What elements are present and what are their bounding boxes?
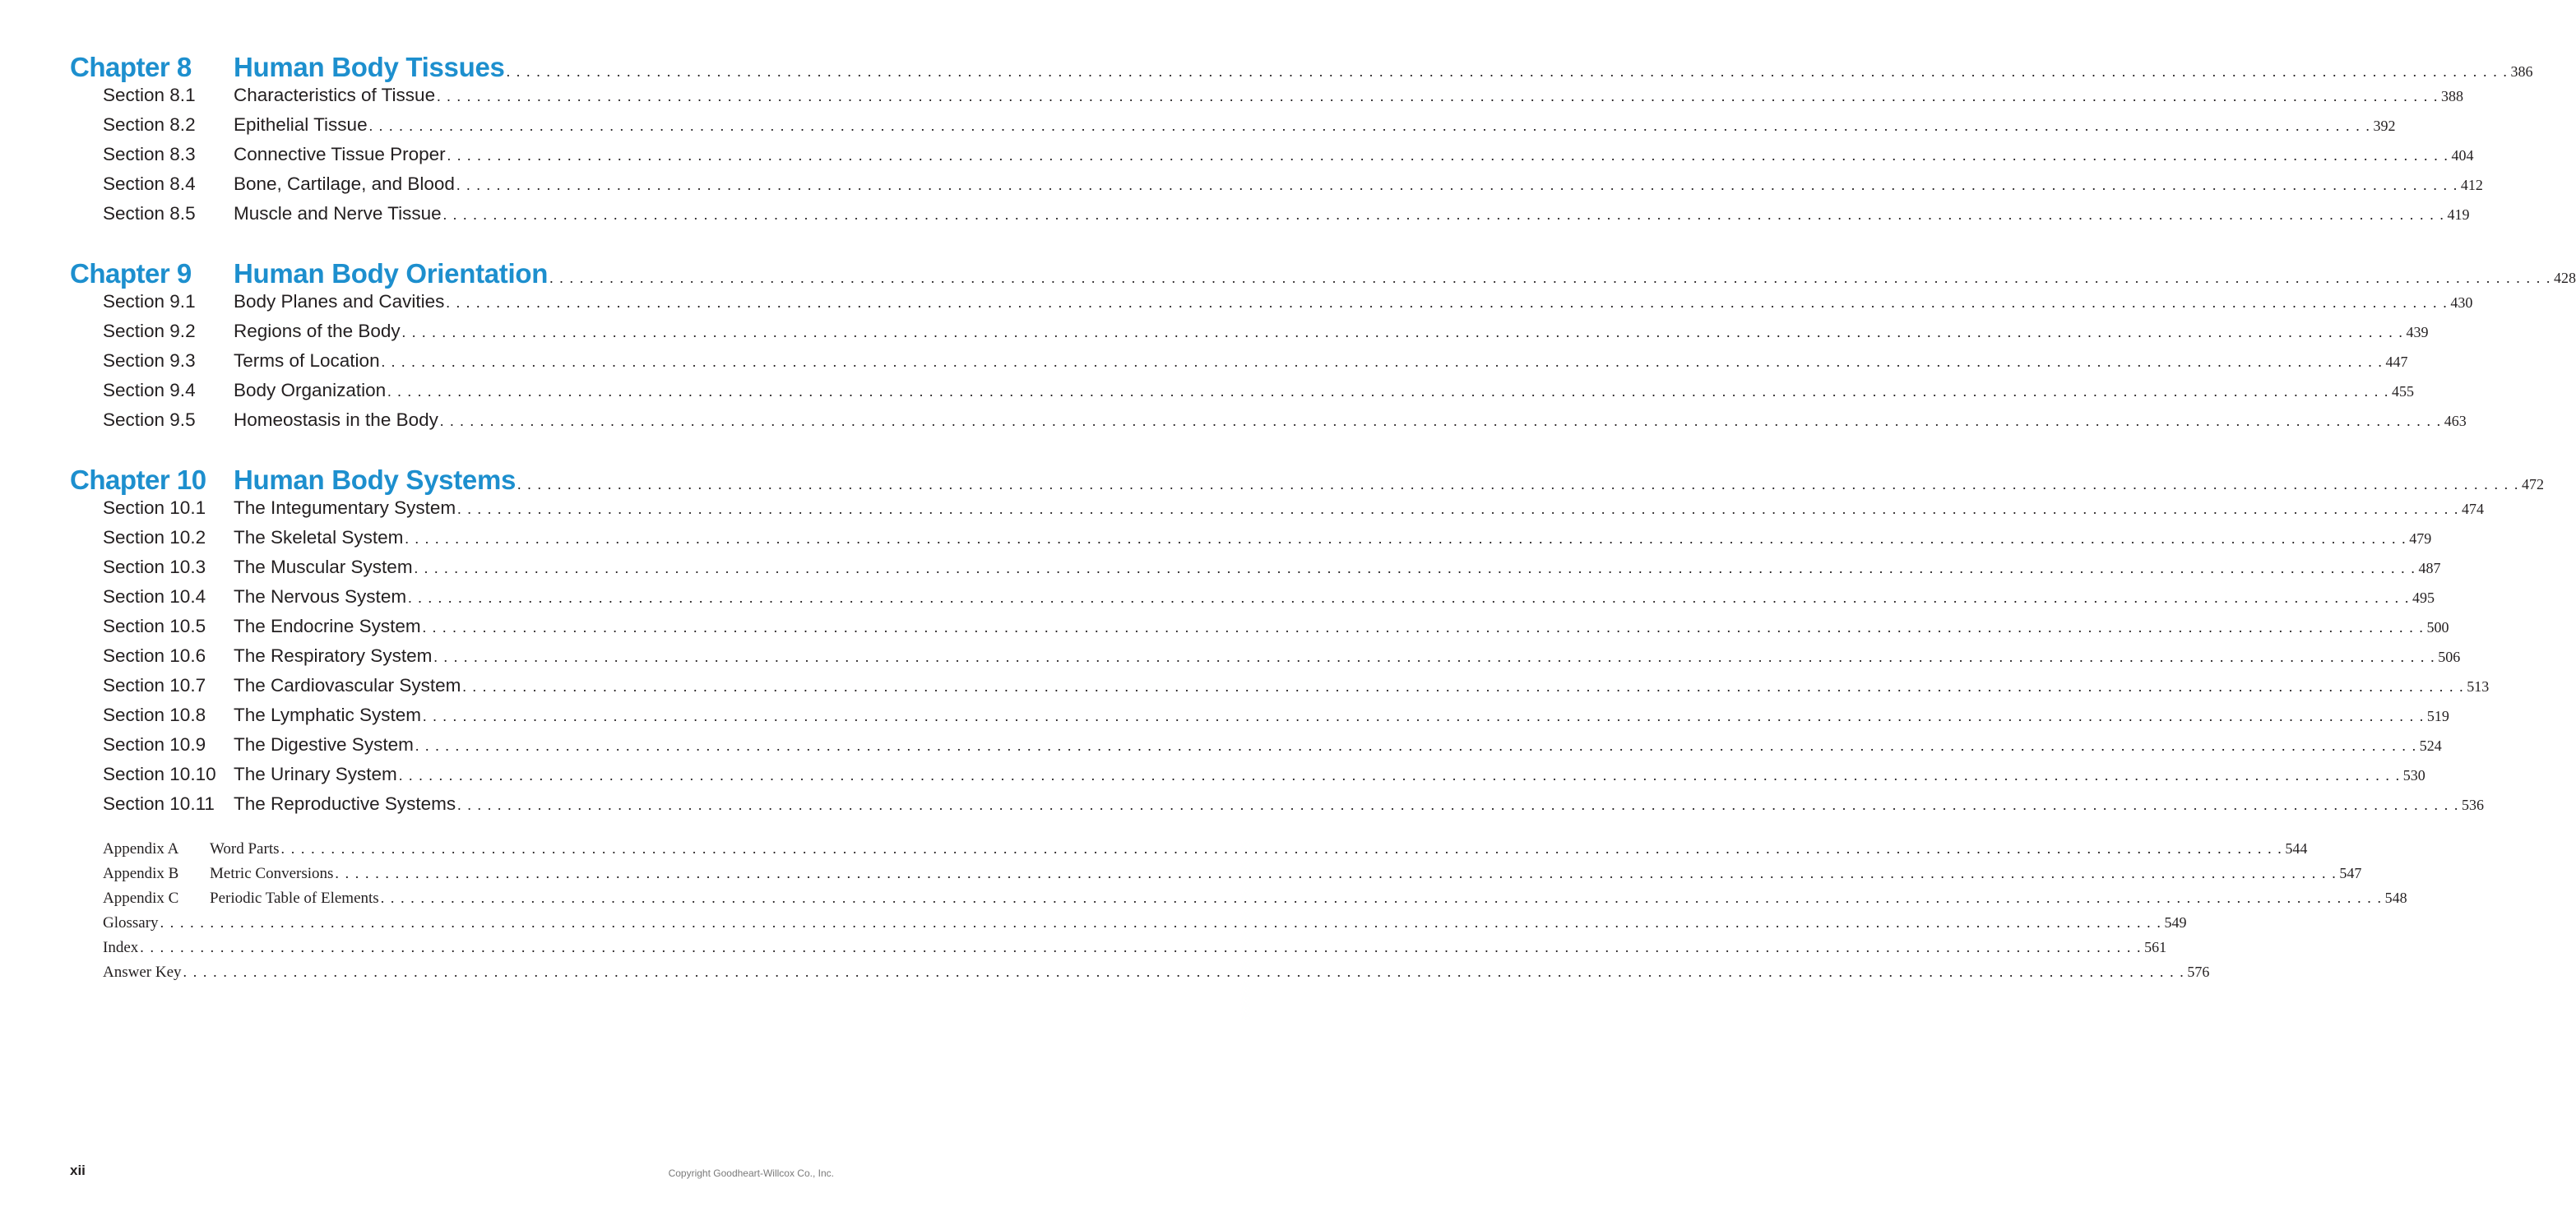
section-entry-label: Section 10.11 (103, 793, 215, 814)
section-entry-title: The Endocrine System (234, 616, 421, 636)
section-entry-page-number: 388 (2441, 88, 2463, 104)
chapter-entry-label: Chapter 10 (70, 465, 206, 495)
section-entry[interactable] (70, 380, 2415, 409)
section-entry[interactable] (70, 675, 2490, 705)
section-entry-page-number: 506 (2438, 649, 2461, 665)
back-matter-entry-page-number: 548 (2384, 890, 2407, 906)
section-entry-label: Section 8.3 (103, 144, 196, 164)
section-entry-label: Section 8.1 (103, 85, 196, 105)
dot-leader: . . . . . . . . . . . . . . . . . . . . . . . . . . . . . . . . . . . . . . . . . . . . . . . . . . . . . . . . . . . . . . . . . . . . . . . . . . . . . . . . . . . . . . . . . . . . . . . . . . . . . . . . . . . . . . . . . . . . . . . . . . . . . . . . . . . . . . . . . . . . . . . . . . . . . . . . . . . . . . . . . . . . . . . . . . . . . . . . . . . . . . . . . . . . . . . . . . . . . . . . (517, 476, 2519, 492)
section-entry-page-number: 419 (2447, 206, 2470, 223)
section-entry-title: Body Organization (234, 380, 387, 400)
section-entry[interactable] (70, 497, 2485, 527)
chapter-entry-title: Human Body Tissues (234, 52, 505, 82)
section-entry-title: The Integumentary System (234, 497, 456, 518)
section-entry-label: Section 8.2 (103, 114, 196, 135)
section-entry-title: Muscle and Nerve Tissue (234, 203, 442, 224)
section-entry-title: Characteristics of Tissue (234, 85, 436, 105)
copyright-notice: Copyright Goodheart-Willcox Co., Inc. (668, 1167, 834, 1179)
section-entry[interactable] (70, 616, 2449, 645)
section-entry-title: The Respiratory System (234, 645, 433, 666)
back-matter-entry-title: Word Parts (210, 840, 280, 858)
chapter-block (70, 258, 2576, 439)
dot-leader: . . . . . . . . . . . . . . . . . . . . . . . . . . . . . . . . . . . . . . . . . . . . . . . . . . . . . . . . . . . . . . . . . . . . . . . . . . . . . . . . . . . . . . . . . . . . . . . . . . . . . . . . . . . . . . . . . . . . . . . . . . . . . . . . . . . . . . . . . . . . . . . . . . . . . . . . . . . . . . . . . . . . . . . . . . . . . . . . . . . . . . . . . . . . . . . . . . . . . . . . (387, 383, 2390, 400)
chapter-entry-page-number: 472 (2521, 476, 2544, 492)
back-matter-entry-page-number: 576 (2187, 964, 2210, 980)
section-entry-title: The Skeletal System (234, 527, 404, 548)
section-entry-page-number: 455 (2392, 383, 2415, 400)
dot-leader: . . . . . . . . . . . . . . . . . . . . . . . . . . . . . . . . . . . . . . . . . . . . . . . . . . . . . . . . . . . . . . . . . . . . . . . . . . . . . . . . . . . . . . . . . . . . . . . . . . . . . . . . . . . . . . . . . . . . . . . . . . . . . . . . . . . . . . . . . . . . . . . . . . . . . . . . . . . . . . . . . . . . . . . . . . . . . . . . . . . . . . . . . . . . . . . . . . . . . . . . (408, 590, 2410, 606)
back-matter-entry[interactable] (103, 840, 2308, 865)
section-entry[interactable] (70, 734, 2442, 764)
section-entry-label: Section 9.4 (103, 380, 196, 400)
section-entry[interactable] (70, 409, 2467, 439)
dot-leader: . . . . . . . . . . . . . . . . . . . . . . . . . . . . . . . . . . . . . . . . . . . . . . . . . . . . . . . . . . . . . . . . . . . . . . . . . . . . . . . . . . . . . . . . . . . . . . . . . . . . . . . . . . . . . . . . . . . . . . . . . . . . . . . . . . . . . . . . . . . . . . . . . . . . . . . . . . . . . . . . . . . . . . . . . . . . . . . . . . . . . . . . . . . . . . . . . . . . . . . . (405, 530, 2407, 547)
back-matter-entry-title: Answer Key (103, 964, 182, 981)
back-matter-entry-page-number: 561 (2144, 939, 2167, 955)
section-entry-title: Body Planes and Cavities (234, 291, 445, 312)
dot-leader: . . . . . . . . . . . . . . . . . . . . . . . . . . . . . . . . . . . . . . . . . . . . . . . . . . . . . . . . . . . . . . . . . . . . . . . . . . . . . . . . . . . . . . . . . . . . . . . . . . . . . . . . . . . . . . . . . . . . . . . . . . . . . . . . . . . . . . . . . . . . . . . . . . . . . . . . . . . . . . . . . . . . . . . . . . . . . . . . . . . . . . . . . . . . . . . . . . . . . . . . (506, 63, 2509, 80)
section-entry-title: Connective Tissue Proper (234, 144, 446, 164)
section-entry-page-number: 439 (2406, 324, 2429, 340)
section-entry-label: Section 9.2 (103, 321, 196, 341)
dot-leader: . . . . . . . . . . . . . . . . . . . . . . . . . . . . . . . . . . . . . . . . . . . . . . . . . . . . . . . . . . . . . . . . . . . . . . . . . . . . . . . . . . . . . . . . . . . . . . . . . . . . . . . . . . . . . . . . . . . . . . . . . . . . . . . . . . . . . . . . . . . . . . . . . . . . . . . . . . . . . . . . . . . . . . . . . . . . . . . . . . . . . . . . . . . . . . . . . . . . . . . . (380, 890, 2383, 906)
chapter-entry-title: Human Body Orientation (234, 258, 549, 289)
chapter-entry[interactable] (70, 465, 2544, 497)
section-entry-label: Section 10.8 (103, 705, 206, 725)
section-entry[interactable] (70, 203, 2470, 233)
section-entry[interactable] (70, 144, 2474, 173)
dot-leader: . . . . . . . . . . . . . . . . . . . . . . . . . . . . . . . . . . . . . . . . . . . . . . . . . . . . . . . . . . . . . . . . . . . . . . . . . . . . . . . . . . . . . . . . . . . . . . . . . . . . . . . . . . . . . . . . . . . . . . . . . . . . . . . . . . . . . . . . . . . . . . . . . . . . . . . . . . . . . . . . . . . . . . . . . . . . . . . . . . . . . . . . . . . . . . . . . . . . . . . . (414, 560, 2416, 576)
section-entry-page-number: 530 (2402, 767, 2425, 784)
dot-leader: . . . . . . . . . . . . . . . . . . . . . . . . . . . . . . . . . . . . . . . . . . . . . . . . . . . . . . . . . . . . . . . . . . . . . . . . . . . . . . . . . . . . . . . . . . . . . . . . . . . . . . . . . . . . . . . . . . . . . . . . . . . . . . . . . . . . . . . . . . . . . . . . . . . . . . . . . . . . . . . . . . . . . . . . . . . . . . . . . . . . . . . . . . . . . . . . . . . . . . . . (415, 737, 2417, 754)
section-entry-title: The Reproductive Systems (234, 793, 456, 814)
section-entry-label: Section 10.9 (103, 734, 206, 755)
back-matter-entry-page-number: 549 (2164, 914, 2187, 931)
back-matter-entry-title: Index (103, 939, 139, 956)
back-matter-entry[interactable] (103, 964, 2210, 988)
section-entry-label: Section 10.2 (103, 527, 206, 548)
chapter-entry-page-number: 428 (2554, 270, 2576, 286)
section-entry[interactable] (70, 114, 2396, 144)
back-matter-entry-page-number: 547 (2339, 865, 2362, 881)
chapter-entry[interactable] (70, 258, 2576, 291)
dot-leader: . . . . . . . . . . . . . . . . . . . . . . . . . . . . . . . . . . . . . . . . . . . . . . . . . . . . . . . . . . . . . . . . . . . . . . . . . . . . . . . . . . . . . . . . . . . . . . . . . . . . . . . . . . . . . . . . . . . . . . . . . . . . . . . . . . . . . . . . . . . . . . . . . . . . . . . . . . . . . . . . . . . . . . . . . . . . . . . . . . . . . . . . . . . . . . . . . . . . . . . . (422, 619, 2425, 636)
chapter-entry-page-number: 386 (2510, 63, 2533, 80)
section-entry-label: Section 10.6 (103, 645, 206, 666)
section-entry-title: The Nervous System (234, 586, 407, 607)
chapter-entry-label: Chapter 8 (70, 52, 192, 82)
table-of-contents (70, 52, 2576, 848)
section-entry[interactable] (70, 291, 2473, 321)
section-entry-title: The Digestive System (234, 734, 414, 755)
dot-leader: . . . . . . . . . . . . . . . . . . . . . . . . . . . . . . . . . . . . . . . . . . . . . . . . . . . . . . . . . . . . . . . . . . . . . . . . . . . . . . . . . . . . . . . . . . . . . . . . . . . . . . . . . . . . . . . . . . . . . . . . . . . . . . . . . . . . . . . . . . . . . . . . . . . . . . . . . . . . . . . . . . . . . . . . . . . . . . . . . . . . . . . . . . . . . . . . . . . . . . . . (381, 354, 2384, 370)
section-entry[interactable] (70, 557, 2441, 586)
dot-leader: . . . . . . . . . . . . . . . . . . . . . . . . . . . . . . . . . . . . . . . . . . . . . . . . . . . . . . . . . . . . . . . . . . . . . . . . . . . . . . . . . . . . . . . . . . . . . . . . . . . . . . . . . . . . . . . . . . . . . . . . . . . . . . . . . . . . . . . . . . . . . . . . . . . . . . . . . . . . . . . . . . . . . . . . . . . . . . . . . . . . . . . . . . . . . . . . . . . . . . . . (160, 914, 2162, 931)
dot-leader: . . . . . . . . . . . . . . . . . . . . . . . . . . . . . . . . . . . . . . . . . . . . . . . . . . . . . . . . . . . . . . . . . . . . . . . . . . . . . . . . . . . . . . . . . . . . . . . . . . . . . . . . . . . . . . . . . . . . . . . . . . . . . . . . . . . . . . . . . . . . . . . . . . . . . . . . . . . . . . . . . . . . . . . . . . . . . . . . . . . . . . . . . . . . . . . . . . . . . . . . (280, 840, 2283, 857)
section-entry-label: Section 10.3 (103, 557, 206, 577)
section-entry-page-number: 447 (2385, 354, 2408, 370)
section-entry[interactable] (70, 350, 2408, 380)
back-matter-entry-label: Appendix B (103, 865, 179, 882)
section-entry[interactable] (70, 793, 2485, 823)
section-entry-page-number: 463 (2444, 413, 2467, 429)
section-entry-page-number: 513 (2467, 678, 2490, 695)
dot-leader: . . . . . . . . . . . . . . . . . . . . . . . . . . . . . . . . . . . . . . . . . . . . . . . . . . . . . . . . . . . . . . . . . . . . . . . . . . . . . . . . . . . . . . . . . . . . . . . . . . . . . . . . . . . . . . . . . . . . . . . . . . . . . . . . . . . . . . . . . . . . . . . . . . . . . . . . . . . . . . . . . . . . . . . . . . . . . . . . . . . . . . . . . . . . . . . . . . . . . . . . (457, 797, 2460, 813)
section-entry-label: Section 10.4 (103, 586, 206, 607)
section-entry[interactable] (70, 85, 2463, 114)
dot-leader: . . . . . . . . . . . . . . . . . . . . . . . . . . . . . . . . . . . . . . . . . . . . . . . . . . . . . . . . . . . . . . . . . . . . . . . . . . . . . . . . . . . . . . . . . . . . . . . . . . . . . . . . . . . . . . . . . . . . . . . . . . . . . . . . . . . . . . . . . . . . . . . . . . . . . . . . . . . . . . . . . . . . . . . . . . . . . . . . . . . . . . . . . . . . . . . . . . . . . . . . (140, 939, 2143, 955)
dot-leader: . . . . . . . . . . . . . . . . . . . . . . . . . . . . . . . . . . . . . . . . . . . . . . . . . . . . . . . . . . . . . . . . . . . . . . . . . . . . . . . . . . . . . . . . . . . . . . . . . . . . . . . . . . . . . . . . . . . . . . . . . . . . . . . . . . . . . . . . . . . . . . . . . . . . . . . . . . . . . . . . . . . . . . . . . . . . . . . . . . . . . . . . . . . . . . . . . . . . . . . . (447, 147, 2449, 164)
dot-leader: . . . . . . . . . . . . . . . . . . . . . . . . . . . . . . . . . . . . . . . . . . . . . . . . . . . . . . . . . . . . . . . . . . . . . . . . . . . . . . . . . . . . . . . . . . . . . . . . . . . . . . . . . . . . . . . . . . . . . . . . . . . . . . . . . . . . . . . . . . . . . . . . . . . . . . . . . . . . . . . . . . . . . . . . . . . . . . . . . . . . . . . . . . . . . . . . . . . . . . . . (401, 324, 2404, 340)
section-entry-label: Section 10.5 (103, 616, 206, 636)
page-number: xii (70, 1163, 86, 1178)
back-matter-entry-label: Appendix A (103, 840, 179, 858)
section-entry[interactable] (70, 586, 2435, 616)
back-matter-entry[interactable] (103, 939, 2167, 964)
section-entry-title: The Cardiovascular System (234, 675, 461, 696)
chapter-entry-label: Chapter 9 (70, 258, 192, 289)
dot-leader: . . . . . . . . . . . . . . . . . . . . . . . . . . . . . . . . . . . . . . . . . . . . . . . . . . . . . . . . . . . . . . . . . . . . . . . . . . . . . . . . . . . . . . . . . . . . . . . . . . . . . . . . . . . . . . . . . . . . . . . . . . . . . . . . . . . . . . . . . . . . . . . . . . . . . . . . . . . . . . . . . . . . . . . . . . . . . . . . . . . . . . . . . . . . . . . . . . . . . . . . (462, 678, 2465, 695)
dot-leader: . . . . . . . . . . . . . . . . . . . . . . . . . . . . . . . . . . . . . . . . . . . . . . . . . . . . . . . . . . . . . . . . . . . . . . . . . . . . . . . . . . . . . . . . . . . . . . . . . . . . . . . . . . . . . . . . . . . . . . . . . . . . . . . . . . . . . . . . . . . . . . . . . . . . . . . . . . . . . . . . . . . . . . . . . . . . . . . . . . . . . . . . . . . . . . . . . . . . . . . . (457, 501, 2460, 517)
section-entry[interactable] (70, 705, 2449, 734)
chapter-entry[interactable] (70, 52, 2533, 85)
back-matter-entry-title: Periodic Table of Elements (210, 890, 379, 907)
section-entry-page-number: 479 (2409, 530, 2432, 547)
dot-leader: . . . . . . . . . . . . . . . . . . . . . . . . . . . . . . . . . . . . . . . . . . . . . . . . . . . . . . . . . . . . . . . . . . . . . . . . . . . . . . . . . . . . . . . . . . . . . . . . . . . . . . . . . . . . . . . . . . . . . . . . . . . . . . . . . . . . . . . . . . . . . . . . . . . . . . . . . . . . . . . . . . . . . . . . . . . . . . . . . . . . . . . . . . . . . . . . . . . . . . . . (398, 767, 2401, 784)
back-matter-entry-title: Metric Conversions (210, 865, 334, 882)
dot-leader: . . . . . . . . . . . . . . . . . . . . . . . . . . . . . . . . . . . . . . . . . . . . . . . . . . . . . . . . . . . . . . . . . . . . . . . . . . . . . . . . . . . . . . . . . . . . . . . . . . . . . . . . . . . . . . . . . . . . . . . . . . . . . . . . . . . . . . . . . . . . . . . . . . . . . . . . . . . . . . . . . . . . . . . . . . . . . . . . . . . . . . . . . . . . . . . . . . . . . . . . (549, 270, 2551, 286)
section-entry-title: The Muscular System (234, 557, 413, 577)
back-matter-entry-page-number: 544 (2285, 840, 2308, 857)
section-entry[interactable] (70, 645, 2461, 675)
section-entry-title: The Urinary System (234, 764, 397, 784)
section-entry-page-number: 524 (2419, 737, 2442, 754)
section-entry-label: Section 8.5 (103, 203, 196, 224)
dot-leader: . . . . . . . . . . . . . . . . . . . . . . . . . . . . . . . . . . . . . . . . . . . . . . . . . . . . . . . . . . . . . . . . . . . . . . . . . . . . . . . . . . . . . . . . . . . . . . . . . . . . . . . . . . . . . . . . . . . . . . . . . . . . . . . . . . . . . . . . . . . . . . . . . . . . . . . . . . . . . . . . . . . . . . . . . . . . . . . . . . . . . . . . . . . . . . . . . . . . . . . . (433, 649, 2436, 665)
section-entry-title: Homeostasis in the Body (234, 409, 438, 430)
section-entry-page-number: 536 (2462, 797, 2485, 813)
section-entry-title: Epithelial Tissue (234, 114, 368, 135)
section-entry-title: Bone, Cartilage, and Blood (234, 173, 455, 194)
dot-leader: . . . . . . . . . . . . . . . . . . . . . . . . . . . . . . . . . . . . . . . . . . . . . . . . . . . . . . . . . . . . . . . . . . . . . . . . . . . . . . . . . . . . . . . . . . . . . . . . . . . . . . . . . . . . . . . . . . . . . . . . . . . . . . . . . . . . . . . . . . . . . . . . . . . . . . . . . . . . . . . . . . . . . . . . . . . . . . . . . . . . . . . . . . . . . . . . . . . . . . . . (446, 294, 2449, 311)
dot-leader: . . . . . . . . . . . . . . . . . . . . . . . . . . . . . . . . . . . . . . . . . . . . . . . . . . . . . . . . . . . . . . . . . . . . . . . . . . . . . . . . . . . . . . . . . . . . . . . . . . . . . . . . . . . . . . . . . . . . . . . . . . . . . . . . . . . . . . . . . . . . . . . . . . . . . . . . . . . . . . . . . . . . . . . . . . . . . . . . . . . . . . . . . . . . . . . . . . . . . . . . (335, 865, 2337, 881)
section-entry[interactable] (70, 173, 2483, 203)
section-entry-label: Section 8.4 (103, 173, 196, 194)
section-entry-page-number: 500 (2426, 619, 2449, 636)
dot-leader: . . . . . . . . . . . . . . . . . . . . . . . . . . . . . . . . . . . . . . . . . . . . . . . . . . . . . . . . . . . . . . . . . . . . . . . . . . . . . . . . . . . . . . . . . . . . . . . . . . . . . . . . . . . . . . . . . . . . . . . . . . . . . . . . . . . . . . . . . . . . . . . . . . . . . . . . . . . . . . . . . . . . . . . . . . . . . . . . . . . . . . . . . . . . . . . . . . . . . . . . (442, 206, 2445, 223)
section-entry-label: Section 9.3 (103, 350, 196, 371)
section-entry-label: Section 10.1 (103, 497, 206, 518)
section-entry-title: Regions of the Body (234, 321, 401, 341)
section-entry-page-number: 487 (2418, 560, 2441, 576)
dot-leader: . . . . . . . . . . . . . . . . . . . . . . . . . . . . . . . . . . . . . . . . . . . . . . . . . . . . . . . . . . . . . . . . . . . . . . . . . . . . . . . . . . . . . . . . . . . . . . . . . . . . . . . . . . . . . . . . . . . . . . . . . . . . . . . . . . . . . . . . . . . . . . . . . . . . . . . . . . . . . . . . . . . . . . . . . . . . . . . . . . . . . . . . . . . . . . . . . . . . . . . . (439, 413, 2442, 429)
back-matter-entry[interactable] (103, 914, 2187, 939)
section-entry-label: Section 9.5 (103, 409, 196, 430)
back-matter-entry[interactable] (103, 890, 2407, 914)
section-entry[interactable] (70, 764, 2425, 793)
back-matter-entry-label: Appendix C (103, 890, 179, 907)
section-entry-page-number: 392 (2373, 118, 2396, 134)
section-entry-title: The Lymphatic System (234, 705, 421, 725)
section-entry-label: Section 9.1 (103, 291, 196, 312)
section-entry-title: Terms of Location (234, 350, 380, 371)
section-entry[interactable] (70, 527, 2432, 557)
section-entry-page-number: 495 (2412, 590, 2435, 606)
dot-leader: . . . . . . . . . . . . . . . . . . . . . . . . . . . . . . . . . . . . . . . . . . . . . . . . . . . . . . . . . . . . . . . . . . . . . . . . . . . . . . . . . . . . . . . . . . . . . . . . . . . . . . . . . . . . . . . . . . . . . . . . . . . . . . . . . . . . . . . . . . . . . . . . . . . . . . . . . . . . . . . . . . . . . . . . . . . . . . . . . . . . . . . . . . . . . . . . . . . . . . . . (183, 964, 2185, 980)
section-entry-label: Section 10.10 (103, 764, 216, 784)
dot-leader: . . . . . . . . . . . . . . . . . . . . . . . . . . . . . . . . . . . . . . . . . . . . . . . . . . . . . . . . . . . . . . . . . . . . . . . . . . . . . . . . . . . . . . . . . . . . . . . . . . . . . . . . . . . . . . . . . . . . . . . . . . . . . . . . . . . . . . . . . . . . . . . . . . . . . . . . . . . . . . . . . . . . . . . . . . . . . . . . . . . . . . . . . . . . . . . . . . . . . . . . (423, 708, 2425, 724)
section-entry-page-number: 474 (2462, 501, 2485, 517)
section-entry-page-number: 404 (2451, 147, 2474, 164)
section-entry-label: Section 10.7 (103, 675, 206, 696)
chapter-entry-title: Human Body Systems (234, 465, 517, 495)
section-entry-page-number: 412 (2460, 177, 2483, 193)
back-matter-list (103, 840, 2407, 988)
dot-leader: . . . . . . . . . . . . . . . . . . . . . . . . . . . . . . . . . . . . . . . . . . . . . . . . . . . . . . . . . . . . . . . . . . . . . . . . . . . . . . . . . . . . . . . . . . . . . . . . . . . . . . . . . . . . . . . . . . . . . . . . . . . . . . . . . . . . . . . . . . . . . . . . . . . . . . . . . . . . . . . . . . . . . . . . . . . . . . . . . . . . . . . . . . . . . . . . . . . . . . . . (456, 177, 2458, 193)
section-entry[interactable] (70, 321, 2429, 350)
back-matter-entry-title: Glossary (103, 914, 159, 932)
section-entry-page-number: 519 (2426, 708, 2449, 724)
dot-leader: . . . . . . . . . . . . . . . . . . . . . . . . . . . . . . . . . . . . . . . . . . . . . . . . . . . . . . . . . . . . . . . . . . . . . . . . . . . . . . . . . . . . . . . . . . . . . . . . . . . . . . . . . . . . . . . . . . . . . . . . . . . . . . . . . . . . . . . . . . . . . . . . . . . . . . . . . . . . . . . . . . . . . . . . . . . . . . . . . . . . . . . . . . . . . . . . . . . . . . . . (437, 88, 2439, 104)
chapter-block (70, 465, 2544, 823)
section-entry-page-number: 430 (2450, 294, 2473, 311)
dot-leader: . . . . . . . . . . . . . . . . . . . . . . . . . . . . . . . . . . . . . . . . . . . . . . . . . . . . . . . . . . . . . . . . . . . . . . . . . . . . . . . . . . . . . . . . . . . . . . . . . . . . . . . . . . . . . . . . . . . . . . . . . . . . . . . . . . . . . . . . . . . . . . . . . . . . . . . . . . . . . . . . . . . . . . . . . . . . . . . . . . . . . . . . . . . . . . . . . . . . . . . . (368, 118, 2371, 134)
back-matter-entry[interactable] (103, 865, 2362, 890)
chapter-block (70, 52, 2533, 233)
